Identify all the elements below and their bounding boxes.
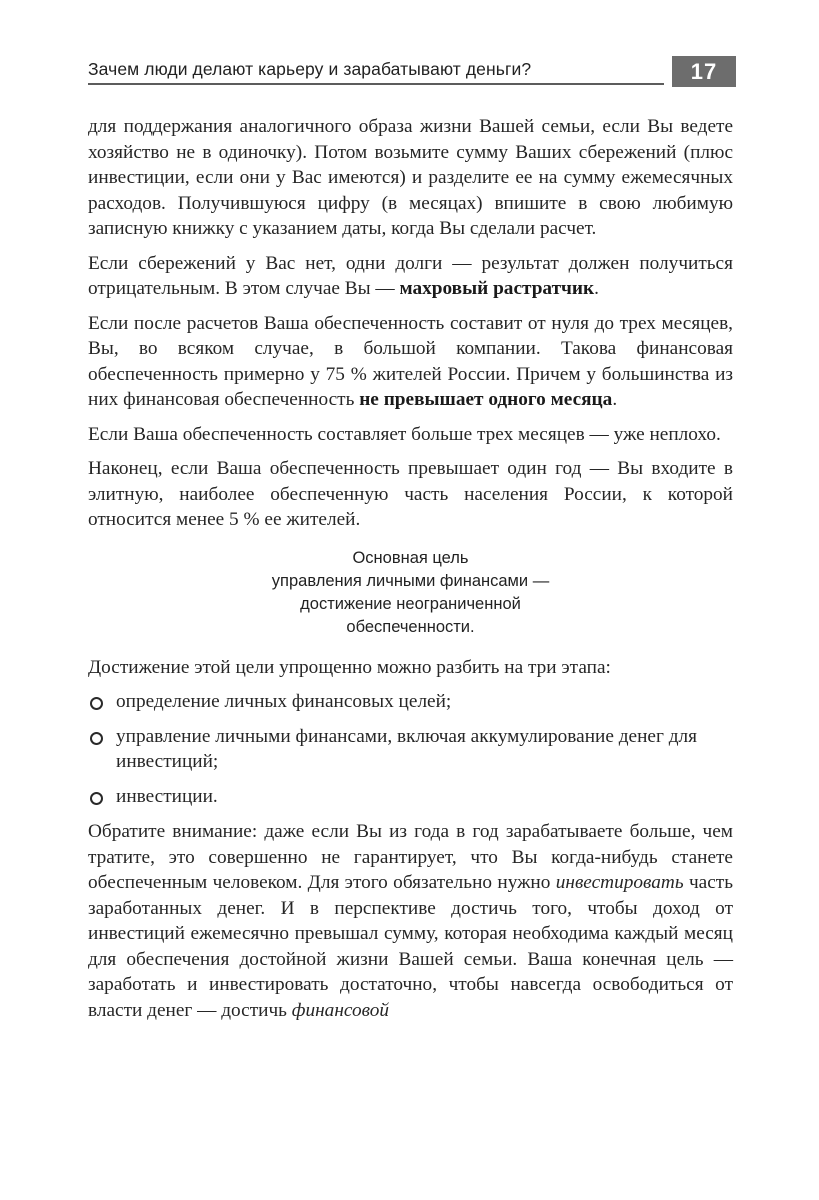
stages-list (88, 689, 733, 809)
paragraph-3-text: Если после расчетов Ваша обеспеченность составит от нуля до трех месяцев, Вы, во всяком случае, в большой компании. Такова финансовая обеспеченность примерно у 75 % жителей России. Причем у большинства из них финансовая обеспеченность (88, 312, 733, 410)
paragraph-4: Если Ваша обеспеченность составляет больше трех месяцев — уже неплохо. (88, 423, 721, 445)
callout-line-1: Основная цель (352, 548, 469, 567)
paragraph-7-italic-2: финансовой (291, 999, 389, 1021)
paragraph-2-end: . (594, 278, 599, 299)
paragraph-5: Наконец, если Ваша обеспеченность превышает один год — Вы входите в элитную, наиболее обеспеченную часть населения России, к которой относится менее 5 % ее жителей. (88, 458, 733, 530)
paragraph-2-text: Если сбережений у Вас нет, одни долги — результат должен получиться отрицательным. В этом случае Вы — (88, 252, 733, 299)
page-header (88, 56, 736, 88)
header-rule (88, 83, 664, 85)
circle-bullet-icon (90, 697, 103, 710)
paragraph-7-text-1: Обратите внимание: даже если Вы из года в год зарабатываете больше, чем тратите, это совершенно не гарантирует, что Вы когда-нибудь станете обеспеченным человеком. Для этого обязательно нужно (88, 821, 733, 893)
list-item-text: инвестиции. (116, 785, 218, 807)
paragraph-1: для поддержания аналогичного образа жизни Вашей семьи, если Вы ведете хозяйство не в одиночку). Потом возьмите сумму Ваших сбережений (плюс инвестиции, если они у Вас имеются) и разделите ее на сумму ежемесячных расходов. Получившуюся цифру (в месяцах) впишите в свою любимую записную книжку с указанием даты, когда Вы сделали расчет. (88, 116, 733, 239)
paragraph-6: Достижение этой цели упрощенно можно разбить на три этапа: (88, 656, 611, 678)
paragraph-7-italic-1: инвестировать (555, 872, 684, 893)
page-content (88, 114, 733, 1032)
list-item-text: определение личных финансовых целей; (116, 691, 452, 712)
paragraph-7-text-2: часть заработанных денег. И в перспективе достичь того, чтобы доход от инвестиций ежемесячно превышал сумму, которая необходима каждый месяц для обеспечения достойной жизни Вашей семьи. Ваша конечная цель — заработать и инвестировать достаточно, чтобы навсегда освободиться от власти денег — достичь (88, 872, 733, 1021)
page-number: 17 (672, 56, 736, 87)
list-item (88, 689, 733, 715)
circle-bullet-icon (90, 732, 103, 745)
running-header-title: Зачем люди делают карьеру и зарабатывают деньги? (88, 59, 532, 79)
list-item (88, 724, 733, 775)
callout-line-2: управления личными финансами — (271, 571, 550, 590)
paragraph-2 (88, 251, 733, 302)
list-item-text: управление личными финансами, включая аккумулирование денег для инвестиций; (116, 725, 697, 772)
list-item (88, 784, 733, 810)
paragraph-3 (88, 311, 733, 413)
paragraph-3-end: . (612, 389, 618, 410)
circle-bullet-icon (90, 792, 103, 805)
paragraph-7 (88, 819, 733, 1023)
callout-line-3: достижение неограниченной (300, 594, 521, 613)
paragraph-2-bold: махровый растратчик (399, 278, 595, 299)
callout-line-4: обеспеченности. (346, 617, 475, 636)
callout-box (88, 547, 733, 639)
paragraph-3-bold: не превышает одного месяца (359, 389, 613, 410)
